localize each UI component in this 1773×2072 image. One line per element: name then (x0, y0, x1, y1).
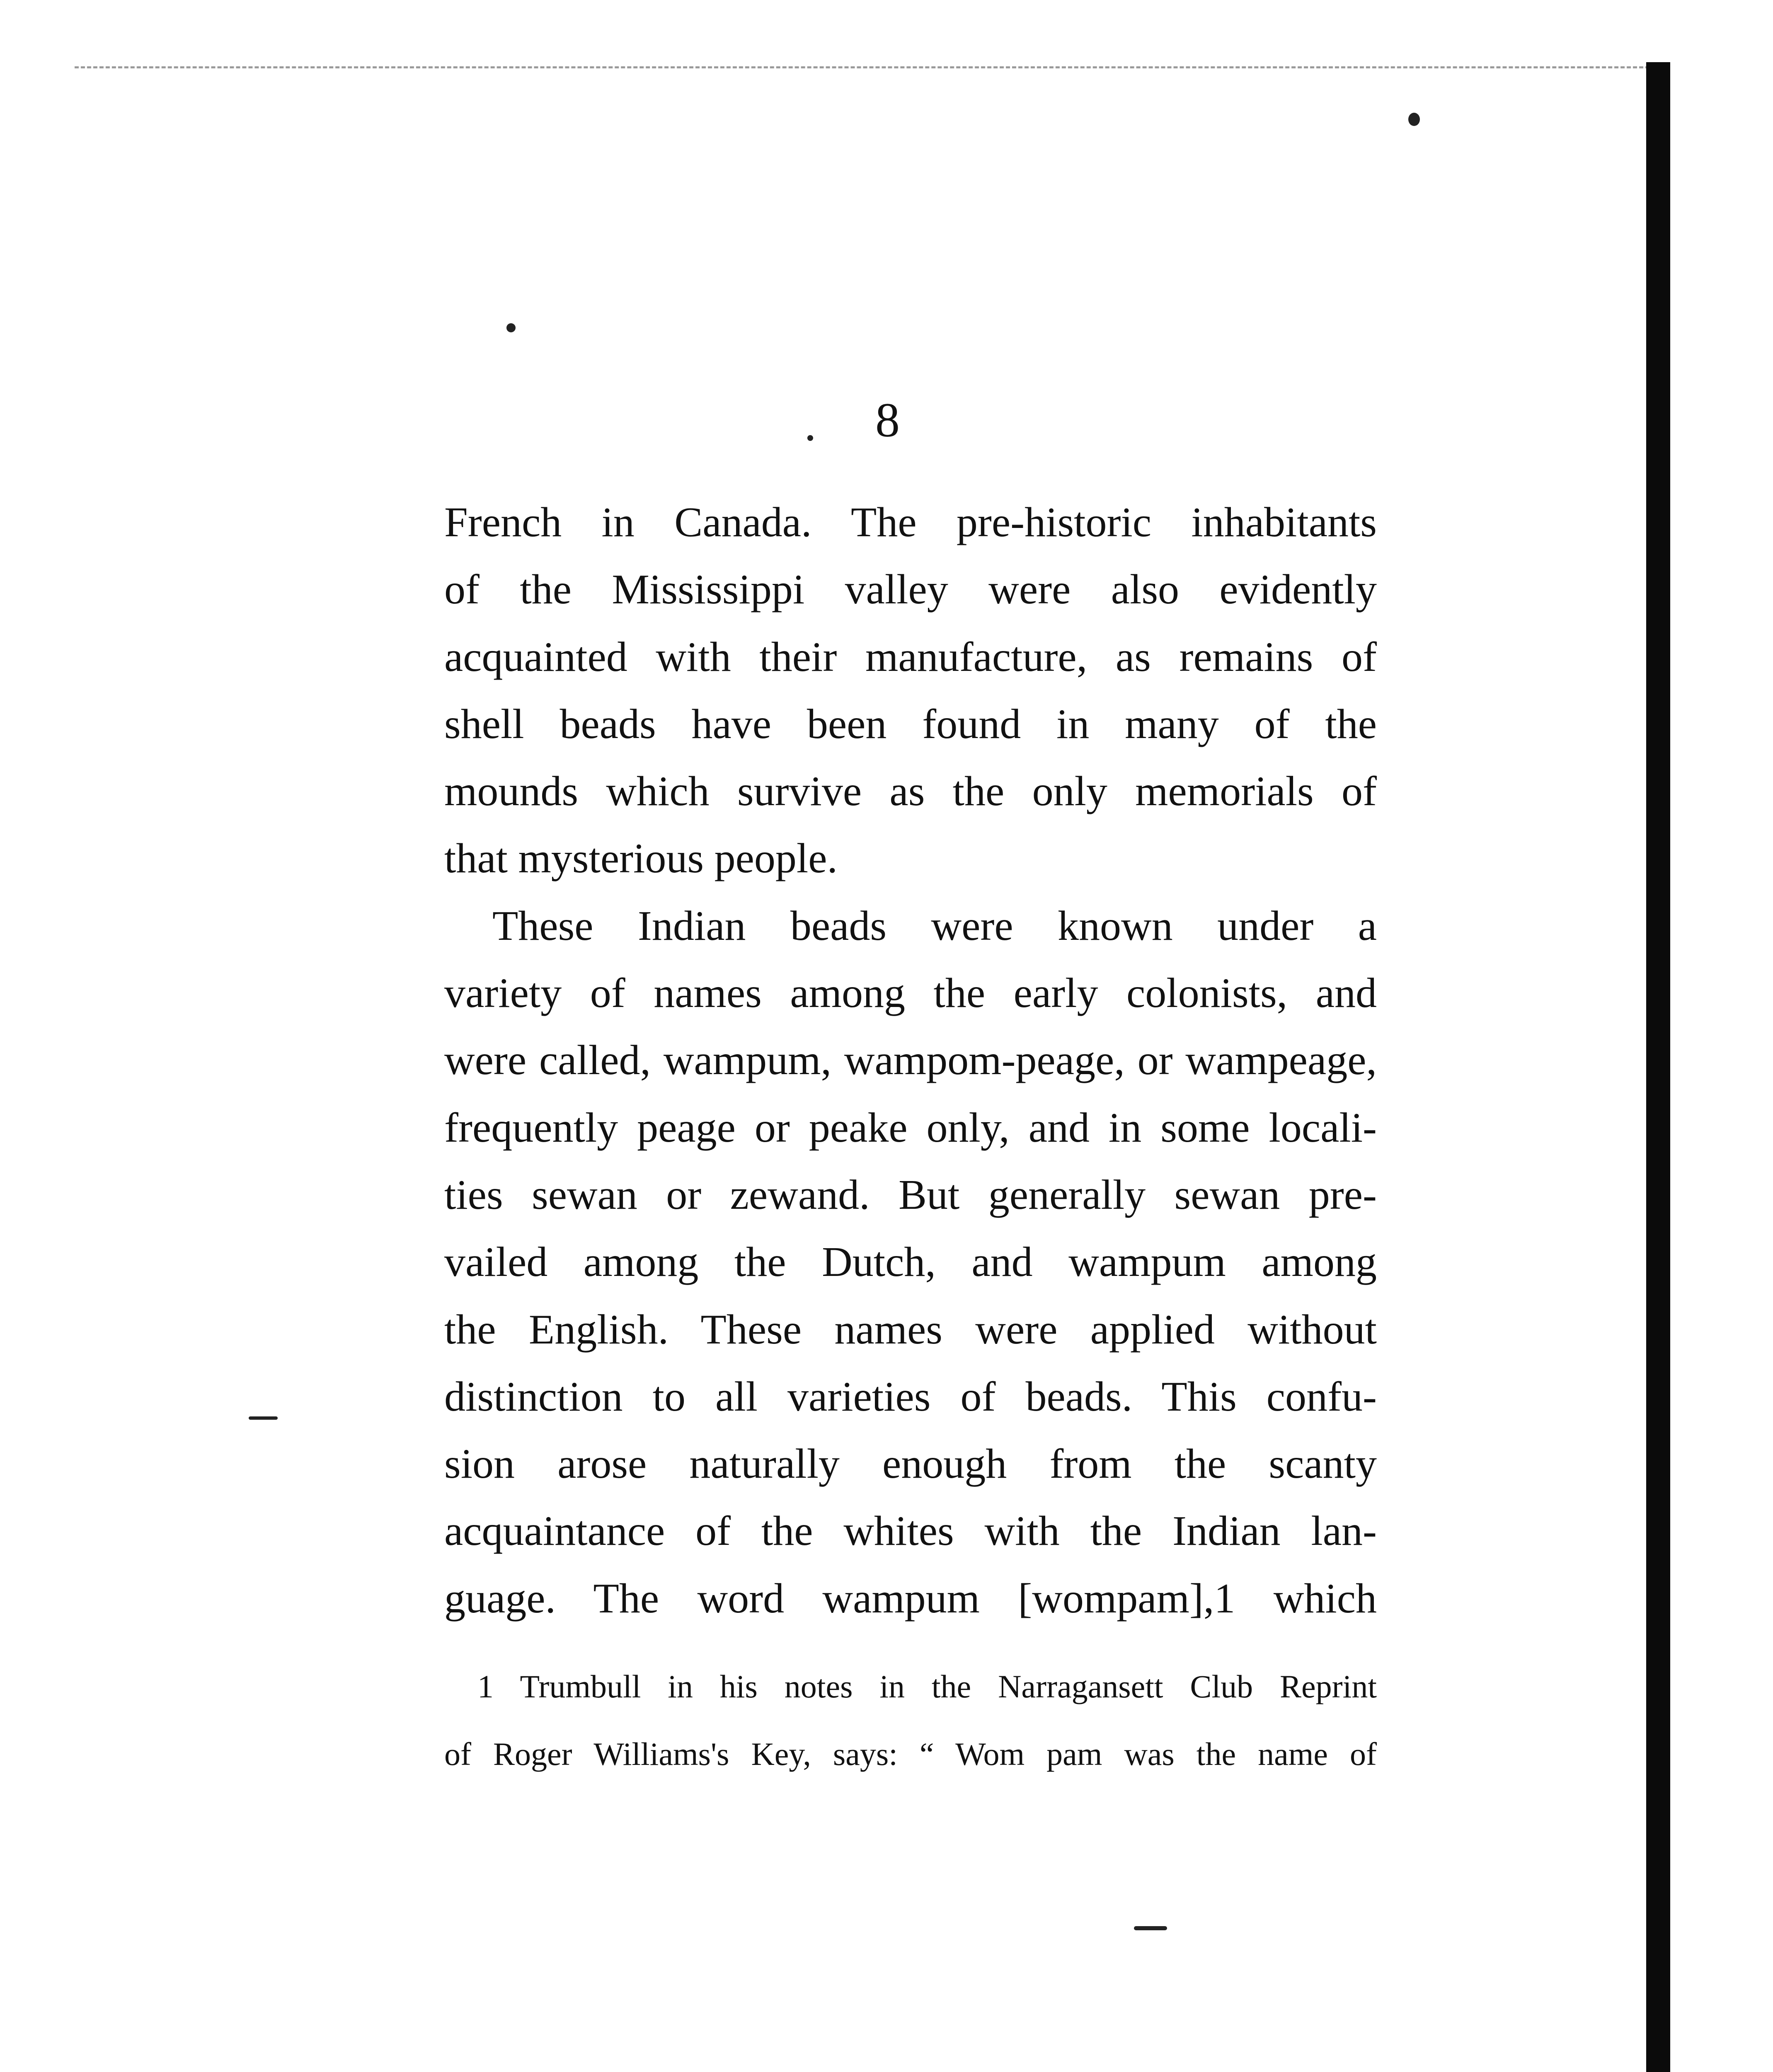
text-line: variety of names among the early colonists, and (444, 970, 1377, 1017)
text-line: distinction to all varieties of beads. This confu- (444, 1373, 1377, 1420)
text-line: sion arose naturally enough from the scanty (444, 1440, 1377, 1488)
text-line: vailed among the Dutch, and wampum among (444, 1239, 1377, 1286)
scan-speck (807, 435, 813, 441)
text-line: frequently peage or peake only, and in some locali- (444, 1104, 1377, 1151)
text-line: shell beads have been found in many of the (444, 700, 1377, 748)
page-edge (75, 66, 1649, 68)
text-line: acquainted with their manufacture, as remains of (444, 633, 1377, 680)
footnote-line: of Roger Williams's Key, says: “ Wom pam was the name of (444, 1736, 1377, 1772)
text-line: mounds which survive as the only memorials of (444, 768, 1377, 815)
body-text (444, 489, 1377, 1632)
text-line: of the Mississippi valley were also evidently (444, 566, 1377, 613)
scan-mark (249, 1416, 278, 1420)
text-line: the English. These names were applied without (444, 1306, 1377, 1353)
footnote (444, 1653, 1377, 1788)
binding-shadow (1646, 62, 1670, 2072)
text-line: were called, wampum, wampom-peage, or wampeage, (444, 1037, 1377, 1084)
text-line: guage. The word wampum [wompam],1 which (444, 1575, 1377, 1622)
text-line: acquaintance of the whites with the Indian lan- (444, 1508, 1377, 1555)
page-number: 8 (875, 393, 900, 447)
text-line: ties sewan or zewand. But generally sewan pre- (444, 1171, 1377, 1218)
scan-speck (506, 323, 516, 332)
scan-speck (1408, 113, 1420, 126)
text-line: that mysterious people. (444, 835, 838, 882)
text-line: French in Canada. The pre-historic inhabitants (444, 499, 1377, 546)
footnote-line: 1 Trumbull in his notes in the Narragansett Club Reprint (477, 1668, 1377, 1704)
text-line: These Indian beads were known under a (492, 902, 1377, 949)
scan-mark (1134, 1926, 1167, 1930)
